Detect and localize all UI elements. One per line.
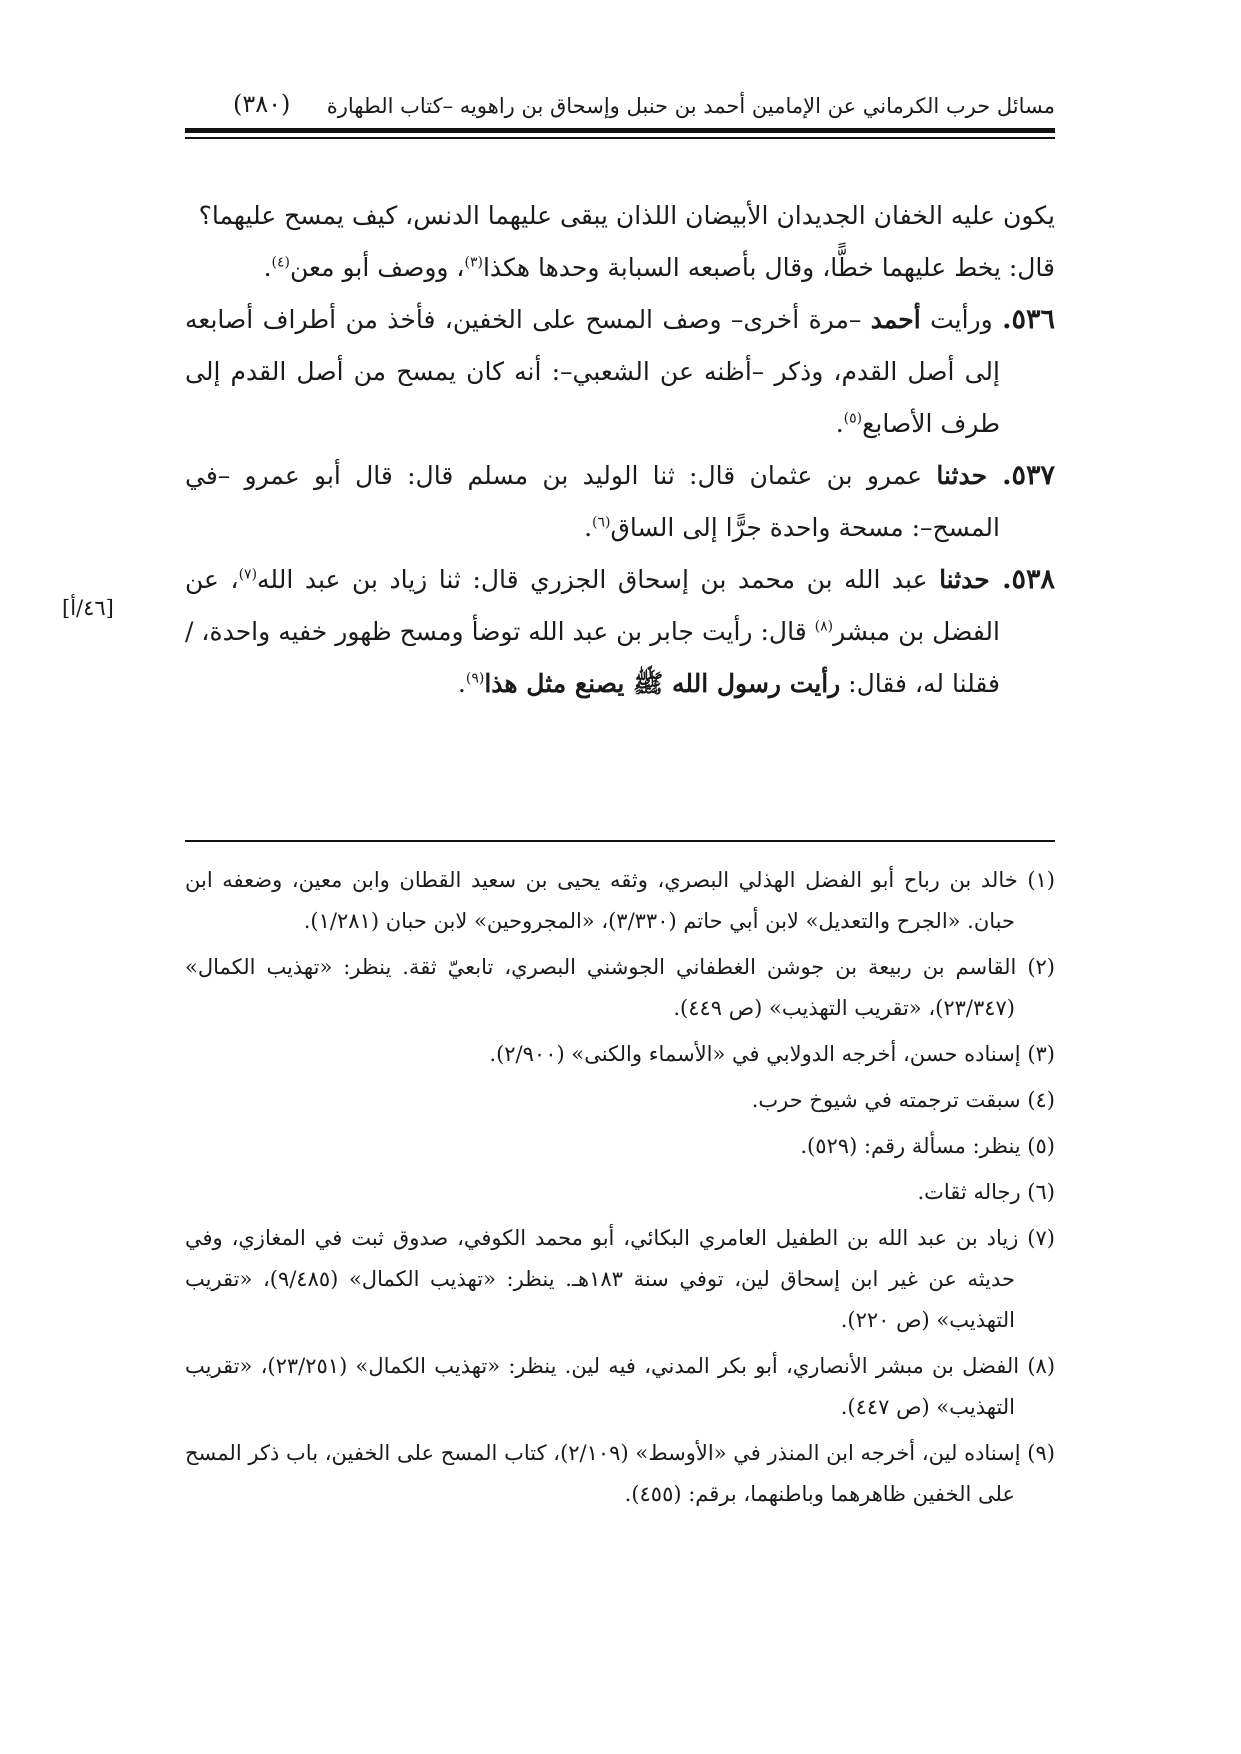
issue-537 xyxy=(185,450,1055,554)
bold-word: حدثنا xyxy=(939,565,1003,594)
text-segment: عمرو بن عثمان قال: ثنا الوليد بن مسلم قال: قال أبو عمرو –في المسح–: مسحة واحدة جرًّا إلى الساق xyxy=(185,461,1000,542)
header-rule-thick xyxy=(185,128,1055,133)
footnote-1: (١) خالد بن رباح أبو الفضل الهذلي البصري، وثقه يحيى بن سعيد القطان وابن معين، وضعفه ابن حبان. «الجرح والتعديل» لابن أبي حاتم (٣/٣٣٠)، «المجروحين» لابن حبان (١/٢٨١). xyxy=(185,868,1055,933)
footnote-5: (٥) ينظر: مسألة رقم: (٥٢٩). xyxy=(800,1134,1055,1158)
text-segment: . xyxy=(457,669,466,698)
issue-number: ٥٣٧. xyxy=(1002,460,1055,491)
page-header xyxy=(185,88,1055,128)
footnote-ref-3[interactable]: (٣) xyxy=(464,254,483,271)
text-segment: ورأيت xyxy=(920,305,1003,334)
issue-number: ٥٣٦. xyxy=(1002,304,1055,335)
paragraph-continuation xyxy=(185,190,1055,294)
footnote-3: (٣) إسناده حسن، أخرجه الدولابي في «الأسماء والكنى» (٢/٩٠٠). xyxy=(489,1042,1055,1066)
footnote-9: (٩) إسناده لين، أخرجه ابن المنذر في «الأوسط» (٢/١٠٩)، كتاب المسح على الخفين، باب ذكر المسح على الخفين ظاهرهما وباطنهما، برقم: (٤٥٥). xyxy=(185,1441,1055,1506)
footnote-2: (٢) القاسم بن ربيعة بن جوشن الغطفاني الجوشني البصري، تابعيّ ثقة. ينظر: «تهذيب الكمال» (٢٣/٣٤٧)، «تقريب التهذيب» (ص ٤٤٩). xyxy=(185,955,1055,1020)
header-rule-thin xyxy=(185,137,1055,139)
text-segment: . xyxy=(263,253,272,282)
footnote-4: (٤) سبقت ترجمته في شيوخ حرب. xyxy=(751,1088,1055,1112)
manuscript-folio-marker: [٤٦/أ] xyxy=(62,596,114,620)
footnote-7: (٧) زياد بن عبد الله بن الطفيل العامري البكائي، أبو محمد الكوفي، صدوق ثبت في المغازي، وفي حديثه عن غير ابن إسحاق لين، توفي سنة ١٨٣هـ. ينظر: «تهذيب الكمال» (٩/٤٨٥)، «تقريب التهذيب» (ص ٢٢٠). xyxy=(185,1226,1055,1332)
footnote-ref-7[interactable]: (٧) xyxy=(238,566,258,583)
issue-538 xyxy=(185,554,1055,710)
footnote-ref-8[interactable]: (٨) xyxy=(814,618,834,635)
bold-hadith-quote: رأيت رسول الله ﷺ يصنع مثل هذا xyxy=(484,669,841,698)
footnote-ref-4[interactable]: (٤) xyxy=(271,254,291,271)
footnotes xyxy=(185,860,1055,1520)
footnote-6: (٦) رجاله ثقات. xyxy=(917,1180,1055,1204)
text-segment: ، ووصف أبو معن xyxy=(290,253,465,282)
bold-name: أحمد xyxy=(870,305,921,334)
bold-word: حدثنا xyxy=(936,461,1003,490)
footnote-ref-9[interactable]: (٩) xyxy=(465,670,485,687)
text-segment: عبد الله بن محمد بن إسحاق الجزري قال: ثنا زياد بن عبد الله xyxy=(257,565,940,594)
text-segment: –مرة أخرى– وصف المسح على الخفين، فأخذ من أطراف أصابعه إلى أصل القدم، وذكر –أظنه عن الشعبي–: أنه كان يمسح من أصل القدم إلى طرف الأصابع xyxy=(185,305,1000,438)
footnote-separator xyxy=(185,840,1055,842)
footnote-ref-6[interactable]: (٦) xyxy=(592,514,611,531)
text-segment: قال: يخط عليهما خطًّا، وقال بأصبعه السبابة وحدها هكذا xyxy=(482,253,1055,282)
text-segment: . xyxy=(835,409,844,438)
text-segment: قال: رأيت جابر بن عبد الله توضأ ومسح ظهور خفيه واحدة، / فقلنا له، فقال: xyxy=(185,617,1000,698)
issue-number: ٥٣٨. xyxy=(1002,564,1055,595)
footnote-ref-5[interactable]: (٥) xyxy=(843,410,863,427)
text-segment: ، عن الفضل بن مبشر xyxy=(185,565,1000,646)
text-line: يكون عليه الخفان الجديدان الأبيضان اللذان يبقى عليهما الدنس، كيف يمسح عليهما؟ xyxy=(198,201,1055,230)
main-text xyxy=(185,190,1055,710)
text-segment: . xyxy=(584,513,593,542)
footnote-8: (٨) الفضل بن مبشر الأنصاري، أبو بكر المدني، فيه لين. ينظر: «تهذيب الكمال» (٢٣/٢٥١)، «تقريب التهذيب» (ص ٤٤٧). xyxy=(185,1354,1056,1419)
issue-536 xyxy=(185,294,1055,450)
running-title: مسائل حرب الكرماني عن الإمامين أحمد بن حنبل وإسحاق بن راهويه –كتاب الطهارة xyxy=(326,94,1055,118)
page-number: (٣٨٠) xyxy=(233,90,291,118)
